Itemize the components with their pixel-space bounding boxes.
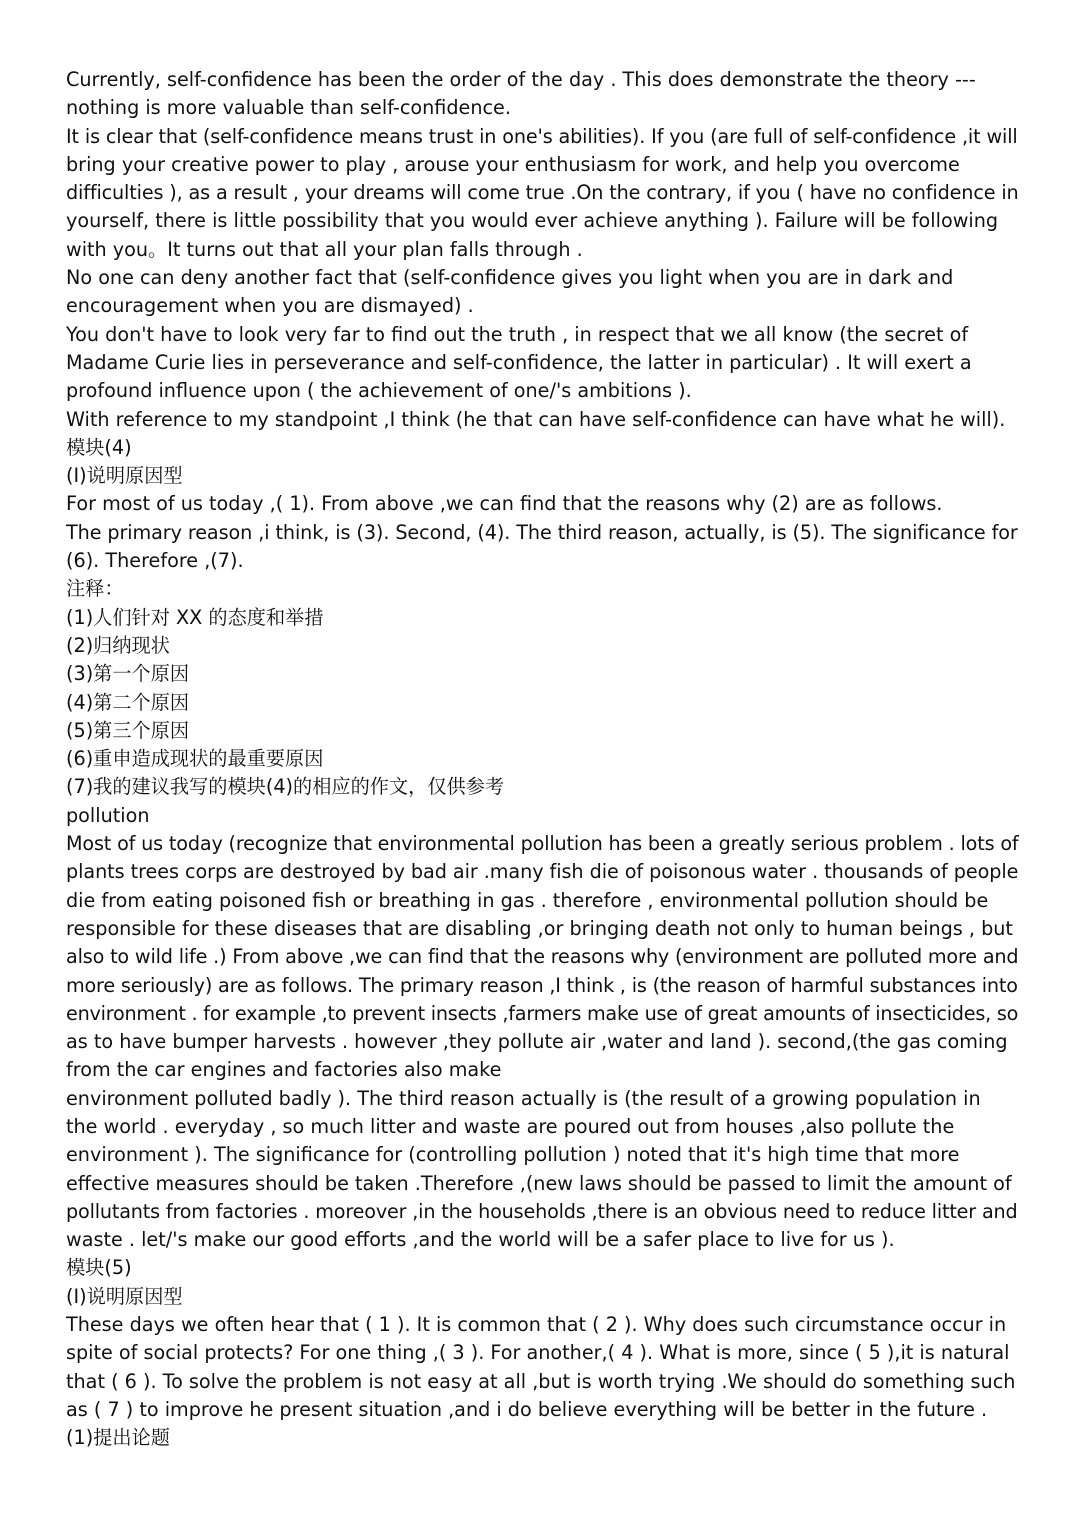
section-heading: (I)说明原因型 bbox=[66, 464, 183, 488]
text-line: also to wild life .) From above ,we can find that the reasons why (environment are polluted more and bbox=[66, 945, 1019, 969]
text-line: It is clear that (self-confidence means trust in one's abilities). If you (are full of self-confidence ,it will bbox=[66, 124, 1018, 148]
text-line: difficulties ), as a result , your dreams will come true .On the contrary, if you ( have no confidence in bbox=[66, 181, 1019, 205]
text-line: Madame Curie lies in perseverance and self-confidence, the latter in particular) . It will exert a bbox=[66, 350, 972, 374]
text-line: the world . everyday , so much litter and waste are poured out from houses ,also pollute the bbox=[66, 1114, 955, 1138]
essay-title: pollution bbox=[66, 803, 150, 827]
text-line: with you。It turns out that all your plan falls through . bbox=[66, 237, 583, 261]
text-line: environment ). The significance for (controlling pollution ) noted that it's high time that more bbox=[66, 1143, 960, 1167]
note-item: (1)提出论题 bbox=[66, 1426, 170, 1450]
text-line: You don't have to look very far to find out the truth , in respect that we all know (the secret of bbox=[66, 322, 969, 346]
text-line: plants trees corps are destroyed by bad air .many fish die of poisonous water . thousands of people bbox=[66, 860, 1019, 884]
text-line: These days we often hear that ( 1 ). It is common that ( 2 ). Why does such circumstance occur in bbox=[66, 1313, 1007, 1337]
text-line: die from eating poisoned fish or breathing in gas . therefore , environmental pollution should be bbox=[66, 888, 989, 912]
text-line: as to have bumper harvests . however ,they pollute air ,water and land ). second,(the gas coming bbox=[66, 1030, 1008, 1054]
module-heading: 模块(5) bbox=[66, 1256, 132, 1280]
text-line: spite of social protects? For one thing ,( 3 ). For another,( 4 ). What is more, since ( 5 ),it is natural bbox=[66, 1341, 1010, 1365]
text-line: The primary reason ,i think, is (3). Second, (4). The third reason, actually, is (5). The significance for bbox=[66, 520, 1018, 544]
text-line: waste . let/'s make our good efforts ,and the world will be a safer place to live for us ). bbox=[66, 1228, 895, 1252]
text-line: With reference to my standpoint ,I think (he that can have self-confidence can have what he will). bbox=[66, 407, 1006, 431]
note-item: (7)我的建议我写的模块(4)的相应的作文，仅供参考 bbox=[66, 775, 505, 799]
text-line: pollutants from factories . moreover ,in the households ,there is an obvious need to reduce litter and bbox=[66, 1199, 1018, 1223]
text-line: more seriously) are as follows. The primary reason ,I think , is (the reason of harmful substances into bbox=[66, 973, 1018, 997]
section-heading: (I)说明原因型 bbox=[66, 1284, 183, 1308]
text-line: responsible for these diseases that are disabling ,or bringing death not only to human beings , but bbox=[66, 916, 1013, 940]
text-line: from the car engines and factories also make bbox=[66, 1058, 502, 1082]
text-line: yourself, there is little possibility that you would ever achieve anything ). Failure will be following bbox=[66, 209, 999, 233]
text-line: No one can deny another fact that (self-confidence gives you light when you are in dark and bbox=[66, 266, 954, 290]
note-item: (2)归纳现状 bbox=[66, 633, 170, 657]
text-line: profound influence upon ( the achievement of one/'s ambitions ). bbox=[66, 379, 692, 403]
document-page bbox=[66, 66, 1018, 1453]
notes-heading: 注释： bbox=[66, 577, 124, 601]
text-line: environment . for example ,to prevent insects ,farmers make use of great amounts of insecticides, so bbox=[66, 1001, 1019, 1025]
module-heading: 模块(4) bbox=[66, 435, 132, 459]
text-line: effective measures should be taken .Therefore ,(new laws should be passed to limit the amount of bbox=[66, 1171, 1012, 1195]
text-line: environment polluted badly ). The third reason actually is (the result of a growing population in bbox=[66, 1086, 981, 1110]
note-item: (4)第二个原因 bbox=[66, 690, 190, 714]
text-line: Most of us today (recognize that environmental pollution has been a greatly serious problem . lots of bbox=[66, 832, 1019, 856]
text-line: bring your creative power to play , arouse your enthusiasm for work, and help you overcome bbox=[66, 152, 960, 176]
text-line: (6). Therefore ,(7). bbox=[66, 549, 244, 573]
note-item: (1)人们针对 XX 的态度和举措 bbox=[66, 605, 324, 629]
text-line: that ( 6 ). To solve the problem is not easy at all ,but is worth trying .We should do something such bbox=[66, 1369, 1016, 1393]
text-line: For most of us today ,( 1). From above ,we can find that the reasons why (2) are as follows. bbox=[66, 492, 943, 516]
note-item: (6)重申造成现状的最重要原因 bbox=[66, 747, 324, 771]
text-line: as ( 7 ) to improve he present situation ,and i do believe everything will be better in the future . bbox=[66, 1397, 988, 1421]
note-item: (3)第一个原因 bbox=[66, 662, 190, 686]
text-line: nothing is more valuable than self-confidence. bbox=[66, 96, 511, 120]
note-item: (5)第三个原因 bbox=[66, 718, 190, 742]
text-line: Currently, self-confidence has been the order of the day . This does demonstrate the theory --- bbox=[66, 68, 976, 91]
text-line: encouragement when you are dismayed) . bbox=[66, 294, 474, 318]
